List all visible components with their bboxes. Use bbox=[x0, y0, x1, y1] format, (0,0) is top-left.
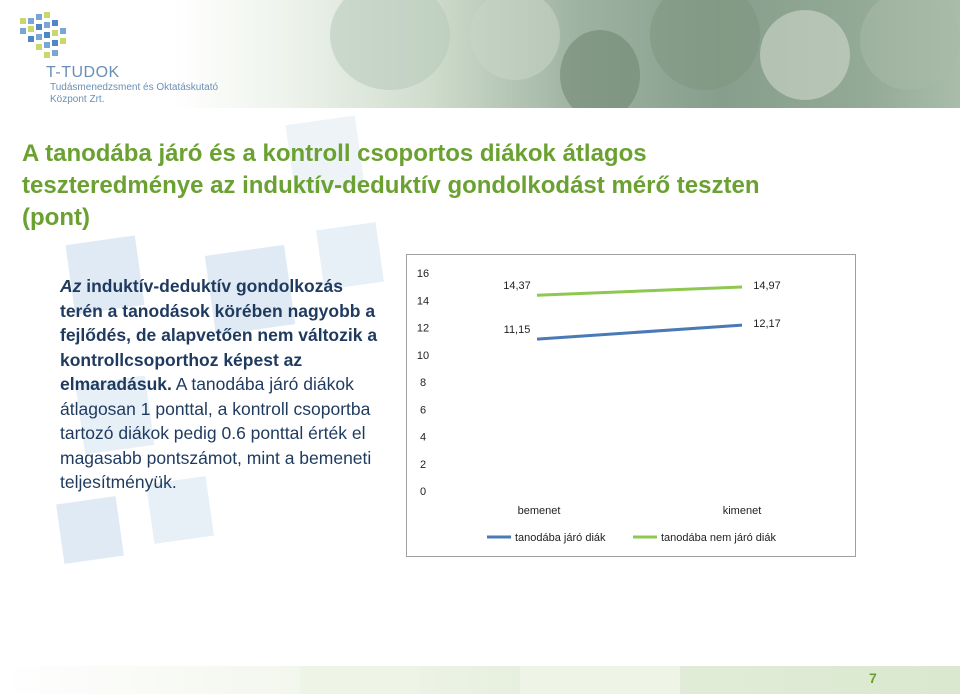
data-label: 14,37 bbox=[503, 280, 531, 293]
series-line bbox=[537, 325, 742, 339]
y-tick-label: 2 bbox=[419, 458, 427, 471]
slide-title bbox=[22, 138, 822, 234]
body-lead-bold: induktív-deduktív gondolkozás terén a tanodások körében nagyobb a fejlődés, de alapvetően nem változik a kontrollcsoporthoz képest az elmaradásuk. bbox=[60, 276, 378, 394]
data-label: 14,97 bbox=[753, 280, 781, 293]
photo-figure bbox=[330, 0, 450, 90]
page-number: 7 bbox=[869, 670, 877, 686]
legend-label: tanodába nem járó diák bbox=[661, 532, 776, 544]
chart-canvas bbox=[407, 255, 857, 558]
photo-figure bbox=[560, 30, 640, 108]
photo-figure bbox=[760, 10, 850, 100]
body-paragraph bbox=[60, 274, 390, 495]
x-tick-label: kimenet bbox=[722, 505, 762, 517]
line-chart bbox=[406, 254, 856, 557]
title-line: teszteredménye az induktív-deduktív gondolkodást mérő teszten bbox=[22, 172, 760, 199]
y-tick-label: 8 bbox=[419, 377, 427, 389]
data-label: 11,15 bbox=[503, 324, 531, 337]
y-tick-label: 14 bbox=[416, 295, 430, 308]
logo-mark bbox=[20, 12, 80, 64]
photo-figure bbox=[470, 0, 560, 80]
photo-figure bbox=[650, 0, 760, 90]
series-line bbox=[537, 287, 742, 295]
footer-stripe bbox=[300, 666, 420, 694]
y-tick-label: 10 bbox=[416, 349, 430, 362]
y-tick-label: 12 bbox=[416, 322, 430, 335]
x-tick-label: bemenet bbox=[517, 505, 561, 517]
y-tick-label: 6 bbox=[419, 404, 427, 417]
footer-stripe bbox=[520, 666, 680, 694]
logo-subtitle: Központ Zrt. bbox=[50, 94, 105, 105]
footer-bar bbox=[0, 666, 960, 694]
y-tick-label: 0 bbox=[419, 486, 427, 498]
title-line: (pont) bbox=[22, 204, 90, 231]
legend-label: tanodába járó diák bbox=[515, 532, 606, 544]
body-lead-italic: Az bbox=[60, 276, 82, 296]
body-rest: A tanodába járó diákok átlagosan 1 ponttal, a kontroll csoportba tartozó diákok pedig 0.6 ponttal érték el magasabb pontszámot, mint a bemeneti teljesítményük. bbox=[60, 374, 372, 492]
logo-subtitle: Tudásmenedzsment és Oktatáskutató bbox=[50, 82, 219, 93]
title-line: A tanodába járó és a kontroll csoportos diákok átlagos bbox=[22, 140, 647, 167]
decorative-square bbox=[56, 496, 124, 564]
y-tick-label: 16 bbox=[416, 268, 430, 280]
data-label: 12,17 bbox=[753, 318, 781, 331]
y-tick-label: 4 bbox=[419, 431, 427, 444]
logo-name: T-TUDOK bbox=[46, 64, 120, 81]
photo-figure bbox=[860, 0, 960, 90]
